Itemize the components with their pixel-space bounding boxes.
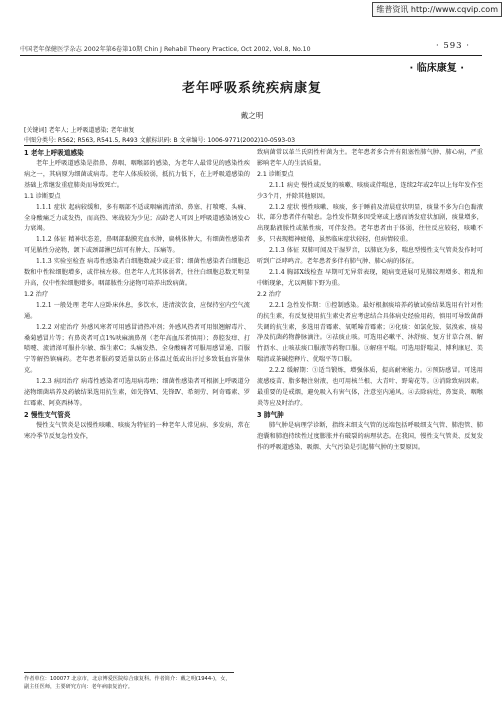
body-paragraph: 肺气肿是病理学诊断，指终末细支气管的远端包括呼吸细支气管、肺泡管、肺泡囊和肺泡持续性过度膨胀并有破裂的病理状态。在我国，慢性支气管炎、反复发作的呼吸道感染、吸烟、大气污染是引起肺气肿的主要原因。 — [257, 421, 483, 451]
watermark: 维普资讯 http://www.cqvip.com — [372, 2, 502, 17]
running-head: 中国老年保健医学杂志 2002年第6卷第10期 Chin J Rehabil Theory Practice, Oct 2002, Vol.8, No.10 — [20, 46, 311, 53]
header-rule — [20, 55, 482, 56]
body-paragraph: 2.2.1 急性发作期：①控制感染。最好根据痰培养药敏试验结果选用有针对性的抗生素，有反复使用抗生素史者应考虑结合具体病史经验用药，慎用可导致菌群失调的抗生素，多选用青霉素、氧哌嗪青霉素；②化痰：如氯化铵、氨溴索、痰易净及抗菌药物静脉滴注。②祛痰止咳。可选用必嗽平、沐舒痰、复方甘草合剂、解竹沥水、止咳祛痰口服液等药物口服。③解痉平喘。可选用舒喘灵、博利康尼、美喘清或茶碱控释片、优喘平等口服。 — [257, 301, 483, 364]
body-paragraph: 1.2.3 病因治疗 病毒性感染者可选用病毒唑；细菌性感染者可根据上呼吸道分泌物细菌培养及药敏结果选用抗生素，如先锋Ⅵ、先锋Ⅳ、希刻劳、阿奇霉素、罗红霉素、阿莫西林等。 — [24, 378, 250, 407]
body-paragraph: 2.1.1 病史 慢性或反复的咳嗽、咳痰或伴喘息，连续2年或2年以上每年发作至少3个月，并除其他原因。 — [257, 181, 483, 200]
body-paragraph: 2.1.2 症状 慢性咳嗽、咳痰，多于睡前及清晨症状明显，痰量不多为白色黏液状，部分患者伴有喘息。急性发作期多因受寒或上感而诱发症状加剧，痰量增多，出现黏液脓性或脓性痰，可伴发热。老年患者由于体弱，往往反应较轻，咳嗽不多，只表现精神疲倦，虽然临床症状较轻，但病情较重。 — [257, 203, 483, 244]
body-paragraph: 2.1.3 体征 双肺可闻及干湿罗音，以肺底为多，喘息型慢性支气管炎发作时可听到广泛哮鸣音。老年患者多伴有肺气肿、肺心病的体征。 — [257, 247, 483, 266]
article-title: 老年呼吸系统疾病康复 — [181, 81, 322, 96]
right-column — [257, 148, 483, 453]
section-heading: 3 肺气肿 — [257, 410, 284, 419]
subsection-heading: 2.1 诊断要点 — [257, 170, 294, 178]
subsection-heading: 1.2 治疗 — [24, 290, 49, 298]
body-paragraph: 1.2.1 一般处理 老年人应卧床休息，多饮水，进清淡饮食，应保持室内空气流通。 — [24, 301, 250, 320]
abstract-rule — [24, 145, 480, 146]
column-heading: · 临床康复 · — [409, 63, 464, 74]
page-number: · 593 · — [435, 41, 470, 51]
body-paragraph: 1.1.2 体征 精神状态差，鼻咽部黏膜充血水肿，扁桃体肿大，有细菌性感染者可见脓性分泌物，颌下或颈部淋巴结可有肿大、压痛等。 — [24, 236, 250, 255]
body-paragraph: 1.2.2 对症治疗 外感风寒者可用感冒清热冲剂；外感风热者可用银翘解毒片、桑菊感冒片等；有鼻炎者可点1%呋麻滴鼻剂（老年高血压者慎用）；鼻腔发痒、打喷嚏、流清涕可服扑尔敏、维生素C；头痛发热、全身酸痛者可服用感冒通、百服宁等解热镇痛药。老年患者服药要适量以防止体温过低或出汗过多致低血容量休克。 — [24, 323, 250, 375]
section-heading: 1 老年上呼吸道感染 — [24, 149, 84, 157]
body-paragraph: 1.1.3 实验室检查 病毒性感染者白细胞数减少或正常；细菌性感染者白细胞总数和中性粒细胞增多，或伴核左移。但老年人尤其体弱者，往往白细胞总数无明显升高，仅中性粒细胞增多。咽部脓性分泌物可培养出致病菌。 — [24, 258, 250, 287]
author: 戴之明 — [240, 111, 264, 120]
section-heading: 2 慢性支气管炎 — [24, 410, 71, 419]
body-paragraph: 2.2.2 缓解期：①适当锻炼，增强体质，提高耐寒能力。②预防感冒。可选用流感疫苗、脂多糖注射液，也可用核兰根、大青叶、野菊花等。③消除致病因素。最重要的是戒烟，避免吸入有害气体，注意室内通风。④去除病灶，鼻窦炎、咽喉炎等应及时治疗。 — [257, 367, 483, 407]
body-paragraph: 2.1.4 胸部X线检查 早期可无异常表现，随病变进展可见肺纹理增多、粗乱和中断现象，尤以两肺下野为重。 — [257, 268, 483, 287]
body-paragraph: 1.1.1 症状 起病较缓和，多有咽部不适或咽痛流清涕、鼻塞、打喷嚏、头痛、全身酸痛乏力或发热，而高热、寒战较为少见；高龄老人可因上呼吸道感染诱发心力衰竭。 — [24, 203, 250, 233]
footnote: 作者单位：100077 北京市，北京博爱医院综合康复科。作者简介：戴之明(1944-)，女，副主任医师，主要研究方向：老年病康复治疗。 — [24, 672, 234, 691]
keywords: [关键词] 老年人; 上呼吸道感染; 老年康复 — [24, 127, 135, 134]
left-column — [24, 148, 250, 443]
subsection-heading: 2.2 治疗 — [257, 290, 282, 298]
classification: 中图分类号: R562; R563, R541.5, R493 文献标识码: B 文章编号: 1006-9771(2002)10-0593-03 — [24, 137, 296, 144]
body-paragraph: 致病菌常以革兰氏阴性杆菌为主。老年患者多合并有阻塞性肺气肿、肺心病，严重影响老年人的生活质量。 — [257, 149, 483, 167]
subsection-heading: 1.1 诊断要点 — [24, 192, 61, 200]
body-paragraph: 老年上呼吸道感染是指鼻、鼻咽、咽喉部的感染，为老年人最常见的感染性疾病之一，其病原为细菌或病毒。老年人体质较弱，抵抗力低下，在上呼吸道感染的基础上常继发重症肺炎而导致死亡。 — [24, 160, 250, 189]
body-paragraph: 慢性支气管炎是以慢性咳嗽、咳痰为特征的一种老年人常见病、多发病，常在寒冷季节反复急性发作， — [24, 421, 250, 440]
